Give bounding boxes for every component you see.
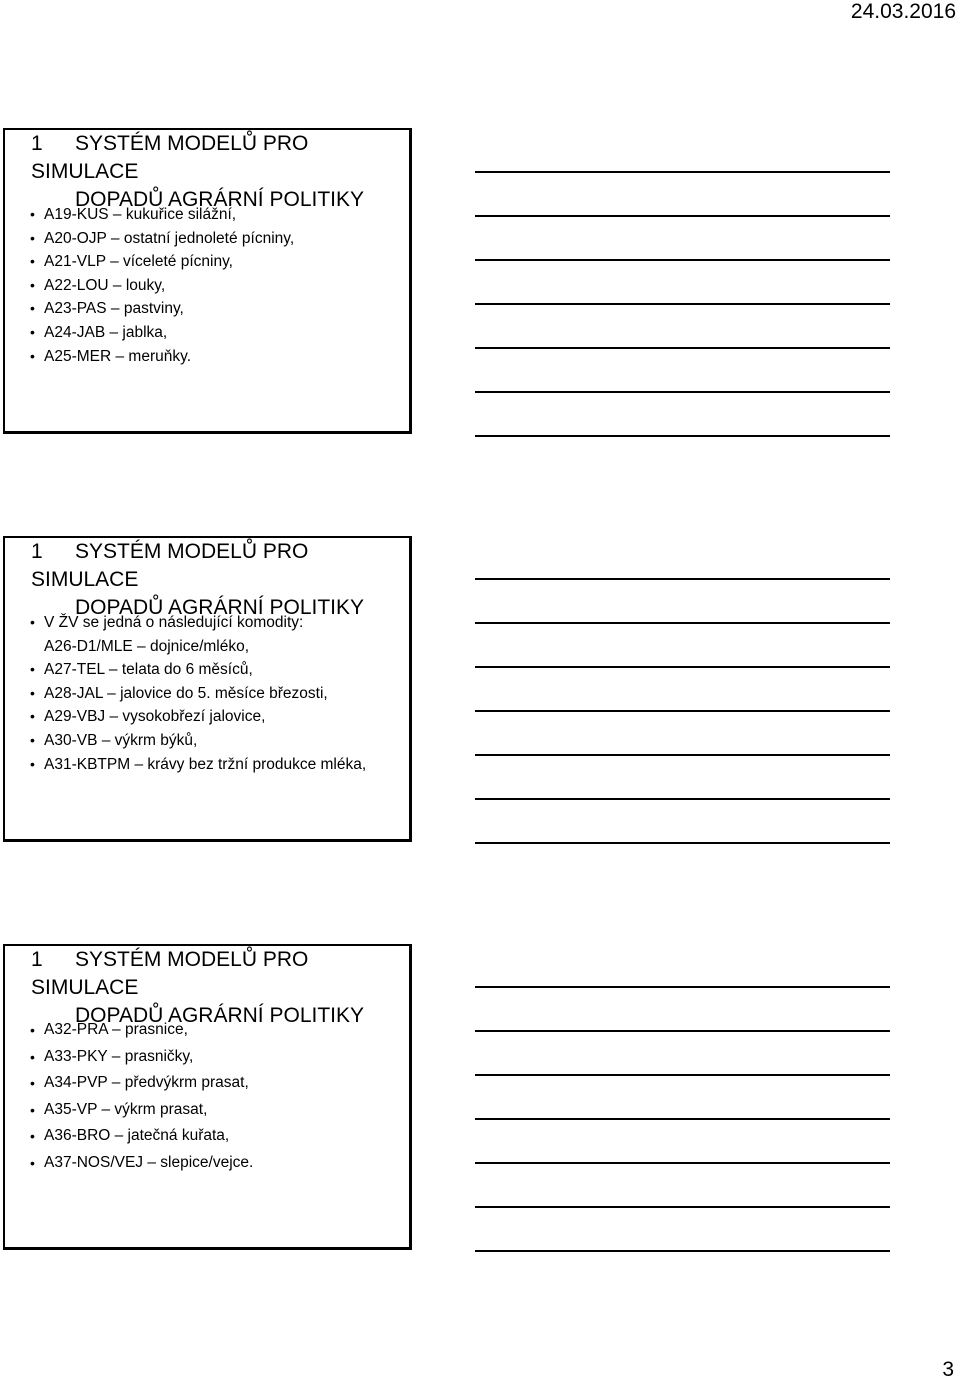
note-line bbox=[475, 666, 890, 668]
slide-title-number: 1 bbox=[31, 948, 43, 971]
note-line bbox=[475, 754, 890, 756]
note-line bbox=[475, 1206, 890, 1208]
date-header: 24.03.2016 bbox=[850, 0, 956, 23]
note-line bbox=[475, 1162, 890, 1164]
slide-title-line1: SYSTÉM MODELŮ PRO SIMULACE bbox=[31, 540, 309, 591]
list-item: • A37-NOS/VEJ – slepice/vejce. bbox=[31, 1150, 253, 1177]
slide-bullet-list bbox=[31, 1017, 253, 1177]
note-line bbox=[475, 435, 890, 437]
list-item: • A34-PVP – předvýkrm prasat, bbox=[31, 1070, 253, 1097]
list-item: • A19-KUS – kukuřice silážní, bbox=[31, 203, 294, 227]
slide-title-line1: SYSTÉM MODELŮ PRO SIMULACE bbox=[31, 132, 309, 183]
slide-title-number: 1 bbox=[31, 540, 43, 563]
list-item: • A23-PAS – pastviny, bbox=[31, 297, 294, 321]
list-item: • A25-MER – meruňky. bbox=[31, 345, 294, 369]
note-line bbox=[475, 215, 890, 217]
note-line bbox=[475, 986, 890, 988]
slide-title-number: 1 bbox=[31, 132, 43, 155]
list-item: • A32-PRA – prasnice, bbox=[31, 1017, 253, 1044]
slide-title-line2: DOPADŮ AGRÁRNÍ POLITIKY bbox=[75, 596, 365, 619]
note-line bbox=[475, 710, 890, 712]
list-item: • A33-PKY – prasničky, bbox=[31, 1044, 253, 1071]
slide-title-line1: SYSTÉM MODELŮ PRO SIMULACE bbox=[31, 948, 309, 999]
list-item: • A30-VB – výkrm býků, bbox=[31, 729, 366, 753]
note-line bbox=[475, 259, 890, 261]
note-line bbox=[475, 842, 890, 844]
note-line bbox=[475, 578, 890, 580]
list-item: • A28-JAL – jalovice do 5. měsíce březosti, bbox=[31, 682, 366, 706]
slide-3 bbox=[3, 944, 412, 1250]
list-item: • A20-OJP – ostatní jednoleté pícniny, bbox=[31, 227, 294, 251]
list-item: A26-D1/MLE – dojnice/mléko, bbox=[44, 637, 250, 655]
slide-title-line2: DOPADŮ AGRÁRNÍ POLITIKY bbox=[75, 1004, 365, 1027]
note-line bbox=[475, 1030, 890, 1032]
slide-bullet-list bbox=[31, 203, 294, 368]
list-item: • A21-VLP – víceleté pícniny, bbox=[31, 250, 294, 274]
list-item: • A24-JAB – jablka, bbox=[31, 321, 294, 345]
page-number: 3 bbox=[942, 1358, 954, 1381]
list-item: • V ŽV se jedná o následující komodity: bbox=[31, 611, 366, 635]
note-line bbox=[475, 1074, 890, 1076]
slide-title bbox=[31, 130, 411, 214]
list-item: • A35-VP – výkrm prasat, bbox=[31, 1097, 253, 1124]
note-line bbox=[475, 303, 890, 305]
slide-2 bbox=[3, 536, 412, 842]
note-line bbox=[475, 171, 890, 173]
note-line bbox=[475, 347, 890, 349]
slide-bullet-list bbox=[31, 611, 366, 776]
note-line bbox=[475, 1250, 890, 1252]
list-item: • A27-TEL – telata do 6 měsíců, bbox=[31, 658, 366, 682]
slide-title-line2: DOPADŮ AGRÁRNÍ POLITIKY bbox=[75, 188, 365, 211]
note-line bbox=[475, 391, 890, 393]
list-item: • A22-LOU – louky, bbox=[31, 274, 294, 298]
slide-title bbox=[31, 538, 411, 622]
list-item: • A36-BRO – jatečná kuřata, bbox=[31, 1123, 253, 1150]
note-line bbox=[475, 1118, 890, 1120]
slide-1 bbox=[3, 128, 412, 434]
list-item: • A29-VBJ – vysokobřezí jalovice, bbox=[31, 705, 366, 729]
list-item: • A31-KBTPM – krávy bez tržní produkce mléka, bbox=[31, 753, 366, 777]
note-line bbox=[475, 798, 890, 800]
note-line bbox=[475, 622, 890, 624]
